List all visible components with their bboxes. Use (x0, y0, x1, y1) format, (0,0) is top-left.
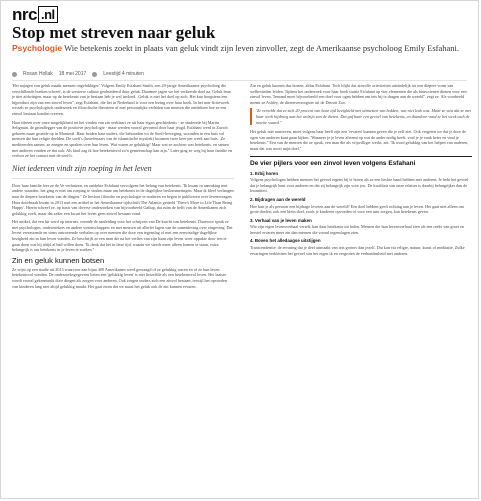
info-box-title: De vier pijlers voor een zinvol leven volgens Esfahani (250, 156, 472, 168)
pillar-body: Hoe kun je als persoon een bijdrage leveren aan de wereld? Een doel hebben geeft richting aan je leven. Het gaat niet alleen om grote doelen; ook een klein doel, zoals je kinderen opvoeden of voor een tuin zorgen, kan betekenis geven. (250, 203, 464, 215)
article-meta (12, 71, 467, 81)
paragraph: Het artikel, dat een hit werd op internet, vormde de aanleiding voor het schrijven van De kracht van betekenis. Daarvoor sprak ze met psychologen, onderzoekers en andere wetenschappers en met mensen uit allerlei lagen van de samenleving over zingeving. Dat levert verrassende en soms ontroerende verhalen op over mensen die door een tegenslag of met een eenvoudige dagelijkse bezigheid zin in hun leven vonden. Zo beschrijft ze een man die na het verlies van zijn baan zijn leven weer oppakte door iets te gaan doen wat hij altijd al had willen doen. 'Ik denk dat het in deze tijd, waarin we steeds meer alleen komen te staan, extra belangrijk is om betekenis in je leven te zoeken.'' (12, 219, 233, 253)
pillar-body: Wie zijn eigen levensverhaal vertelt, kan daar betekenis uit halen. Mensen die hun levensverhaal zien als een reeks van groei en herstel ervaren meer zin dan mensen die vooral tegenslagen zien. (250, 224, 465, 235)
logo-suffix: .nl (38, 6, 58, 23)
pillar-title: 4. Boven het alledaagse uitstijgen (250, 238, 321, 244)
pillar-title: 3. Verhaal van je leven maken (250, 217, 312, 223)
publish-date: 18 mei 2017 (58, 71, 87, 77)
article-title: Stop met streven naar geluk (12, 23, 216, 42)
section-label[interactable]: Psychologie (12, 43, 63, 53)
paragraph: Het geluk niet nastreven, moet volgens haar heeft zijn een 'ervaren' kunnen geven die je zelf ziet. Ook vergeten we dat je door de ogen van anderen kunt gaan kijken. 'Wanneer je je leven afstemt op wat de ander nodig heeft, voel je je vaak beter en vind je betekenis.'' Een van de mensen die ze sprak, een man die als vrijwilliger werkt, zei: 'Ik word gelukkig van het helpen van anderen, maar dat was nooit mijn doel.'' (250, 129, 469, 151)
lede-text: Wie betekenis zoekt in plaats van geluk vindt zijn leven zinvoller, zegt de Amerikaanse psycholoog Emily Esfahani. (64, 43, 459, 53)
paragraph: Door haar familie leer ze de Ve verhuizen, en ontdekte Esfahani vervolgens het belang van betekenis. 'Ik kwam in aanraking met andere waarden, het ging er niet om roeping te vinden maar om betekenis in de dagelijkse beslommeringen. Maar ik bleef verlangen naar de diepere betekenis van de dingen.'' Ze besloot filosofie en psychologie te studeren en begon te publiceren over levensvragen. Haar doorbraak kwam in 2013 met een artikel in het Amerikaanse tijdschrift The Atlantic getiteld 'There's More to Life Than Being Happy'. Hierin schreef ze, op basis van diverse onderzoeken van bijvoorbeeld Gallup, dat ruim de helft van de Amerikanen zich gelukkig voelt, maar dat zeker een kwart het leven geen zinvol bestaan vond. (12, 182, 234, 216)
paragraph: 'Het najagen van geluk maakt mensen ongelukkiger.' Volgens Emily Esfahani Smith, een 29-jarige Amerikaanse psycholoog die verschillende boeken schreef, is de westerse cultuur geobsedeerd door geluk. Daarmee jagen we het verkeerde doel na. Geluk leun je niet afdwingen, maar op de betekenis van je bestaan heb je wel invloed. ,Geluk is niet het doel op zich. Het kan hoogstens een bijproduct zijn van een zinvol leven'', zegt Esfahani, die het in Nederland is voor een lezing over haar boek. In het non-fictieweek wisselt ze psychologisch onderzoek en filosofische theorieen af met persoonlijke verhalen van mensen die ontdekten hoe ze een zinvol bestaan konden creeren. (12, 83, 231, 116)
author-name[interactable]: Rosan Hollak (23, 71, 53, 77)
clock-icon (92, 72, 97, 77)
site-logo[interactable] (12, 5, 58, 25)
logo-name: nrc (12, 5, 37, 24)
pull-quote: Niet iedereen vindt zijn roeping in het leven (12, 162, 234, 179)
pillar-body: Volgens psychologen hebben mensen het gevoel ergens bij te horen als ze een hechte band hebben met anderen. Je hebt het gevoel dat je belangrijk bent voor anderen en dat zij belangrijk zijn voor jou. De kwaliteit van onze relaties is daarbij belangrijker dan de kwantiteit. (250, 177, 469, 194)
pillar-title: 2. Bijdragen aan de wereld (250, 196, 306, 202)
paragraph: Zin en geluk kunnen dus botsen, aldus Esfahani. Toch blijkt dat zinvolle activiteiten uiteindelijk tot een diepere vorm van welbevinden leiden. Tijdens het onderzoek voor haar boek stuitte Esfahani op vier elementen die als bouwstenen dienen voor een zinvol leven. 'Iemand moet bijvoorbeeld een doel voor ogen hebben om iets bij te dragen aan de wereld'', zegt ze. Als voorbeeld noemt ze Ashley, de dierenverzorgster uit de Detroit Zoo. (250, 83, 467, 105)
pillar-title: 1. Erbij horen (250, 170, 279, 176)
author-avatar (12, 72, 17, 77)
right-column (250, 83, 472, 259)
subheading: Zin en geluk kunnen botsen (12, 255, 105, 265)
article-lede (12, 43, 467, 54)
block-quote: 'Ze vertelde dat ze zich 20 procent van haar tijd bezighield met uitmesten van hokken, wat niet leuk was. Maar ze wist dat ze met haar werk bijdroeg aan het welzijn van de dieren. Dat gaf haar een gevoel van betekenis, en daardoor vond ze het werk toch de moeite waard.'' (250, 108, 472, 125)
pillar-body: Transcendentie: de ervaring dat je deel uitmaakt van iets groters dan jezelf. Dat kan via religie, natuur, kunst of meditatie. Zulke ervaringen verkleinen het gevoel van het eigen ik en vergroten de verbondenheid met anderen. (250, 245, 465, 256)
paragraph: Haar ideeen over onze mogelijkheid tot het vinden van zin verklaart ze uit haar eigen geschiedenis - ze studeerde bij Martin Seligman, de grondlegger van de positieve psychologie - maar werden vooral gevormd door haar jeugd. Esfahani werd in Zurich geboren maar groeide op in Montreal. Haar beiden haar ouders, die behoorden tot de Soefi-beweging, woonden in een huis vol mensen die hun religie deelden. De soefi's (beoefenaars van de islamitische mystiek) kwamen twee keer per week aan huis. ,Ze mediteerden samen, ze zongen en spraken over hun leven. Wat waren ze gelukkig? Maar wat ze zochten was betekenis, en samen met anderen vonden ze dat ook. Als kind zag ik hoe betekenisvol zo'n gemeenschap kan zijn.'' Later ging ze weg bij haar familie en verloor ze het contact met de soefi's. (12, 119, 233, 159)
paragraph: Ze wijst op een studie uit 2013 waarvoor aan bijna 400 Amerikanen werd gevraagd of ze gelukkig waren en of ze hun leven betekenisvol vonden. De onderzoeksgegevens lieten een 'gelukkig leven' is niet hetzelfde als een betekenisvol leven. Het laatste wordt vooral gekenmerkt door dingen als zorgen voor anderen. Ook zorgen ouders zich een zinvol bestaan, terwijl het opvoeden van kinderen lang niet altijd gelukkig maakt. Het gaat erom dat we naast het geluk ook de zin kunnen ervaren. (12, 266, 227, 289)
read-time: Leestijd 4 minuten (103, 71, 144, 77)
left-column (12, 83, 234, 292)
